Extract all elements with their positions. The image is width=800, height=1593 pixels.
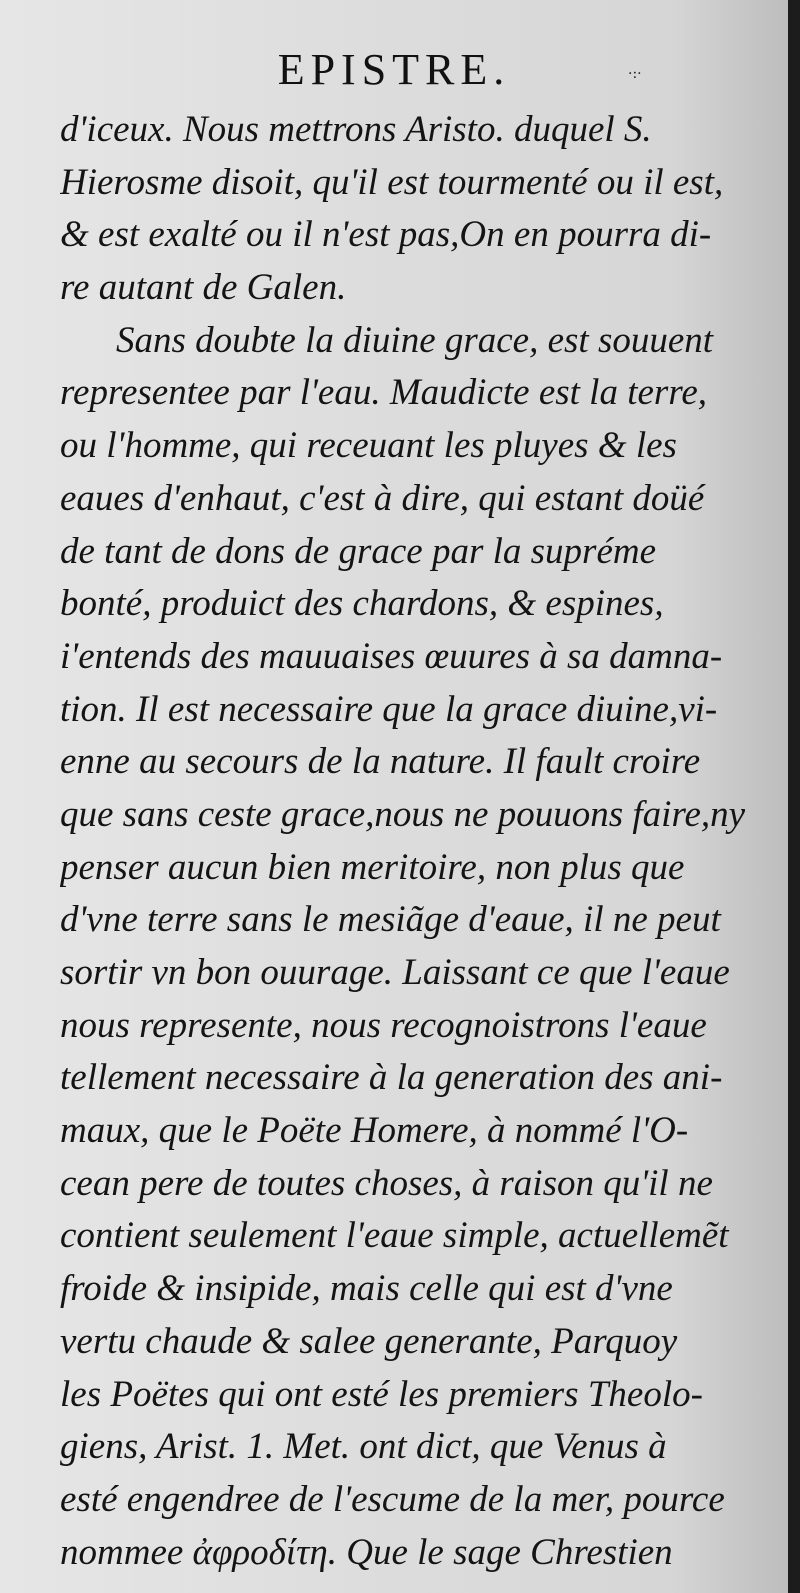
text-line: re autant de Galen. — [60, 267, 347, 309]
text-line: froide & insipide, mais celle qui est d'vne — [60, 1268, 673, 1310]
text-line: enne au secours de la nature. Il fault croire — [60, 741, 701, 783]
text-line: que sans ceste grace,nous ne pouuons faire,ny — [60, 793, 746, 835]
text-line: sortir vn bon ouurage. Laissant ce que l'eaue — [60, 952, 730, 993]
text-line: i'entends des mauuaises œuures à sa damna- — [60, 635, 723, 677]
page-body-text — [60, 104, 772, 1579]
text-line: & est exalté ou il n'est pas,On en pourra di- — [60, 214, 712, 256]
text-line: ou l'homme, qui receuant les pluyes & les — [60, 425, 677, 467]
text-line: de tant de dons de grace par la supréme — [60, 530, 657, 572]
text-line: Hierosme disoit, qu'il est tourmenté ou il est, — [60, 161, 724, 203]
text-line: d'iceux. Nous mettrons Aristo. duquel S. — [60, 109, 652, 150]
text-line: penser aucun bien meritoire, non plus que — [60, 846, 685, 888]
text-line: les Poëtes qui ont esté les premiers Theolo- — [60, 1373, 703, 1415]
text-line: cean pere de toutes choses, à raison qu'il ne — [60, 1162, 713, 1204]
text-line: vertu chaude & salee generante, Parquoy — [60, 1320, 678, 1362]
text-line: Sans doubte la diuine grace, est souuent — [116, 319, 714, 361]
text-line: nous represente, nous recognoistrons l'eaue — [60, 1004, 707, 1046]
text-line: nommee ἀφροδίτη. Que le sage Chrestien — [60, 1531, 673, 1573]
header-ornament: ·:· — [628, 66, 642, 82]
text-line: tellement necessaire à la generation des ani- — [60, 1057, 723, 1099]
text-line: bonté, produict des chardons, & espines, — [60, 583, 664, 625]
text-line: contient seulement l'eaue simple, actuellemẽt — [60, 1215, 729, 1257]
text-line: d'vne terre sans le mesiãge d'eaue, il ne peut — [60, 899, 721, 941]
text-line: giens, Arist. 1. Met. ont dict, que Venus à — [60, 1426, 667, 1468]
page-header: EPISTRE. — [277, 45, 511, 94]
text-line: representee par l'eau. Maudicte est la terre, — [60, 372, 708, 414]
book-spine-edge — [788, 0, 800, 1593]
text-line: maux, que le Poëte Homere, à nommé l'O- — [60, 1110, 689, 1152]
text-line: esté engendree de l'escume de la mer, pource — [60, 1478, 725, 1520]
text-line: eaues d'enhaut, c'est à dire, qui estant doüé — [60, 477, 705, 519]
text-line: tion. Il est necessaire que la grace diuine,vi- — [60, 688, 718, 730]
